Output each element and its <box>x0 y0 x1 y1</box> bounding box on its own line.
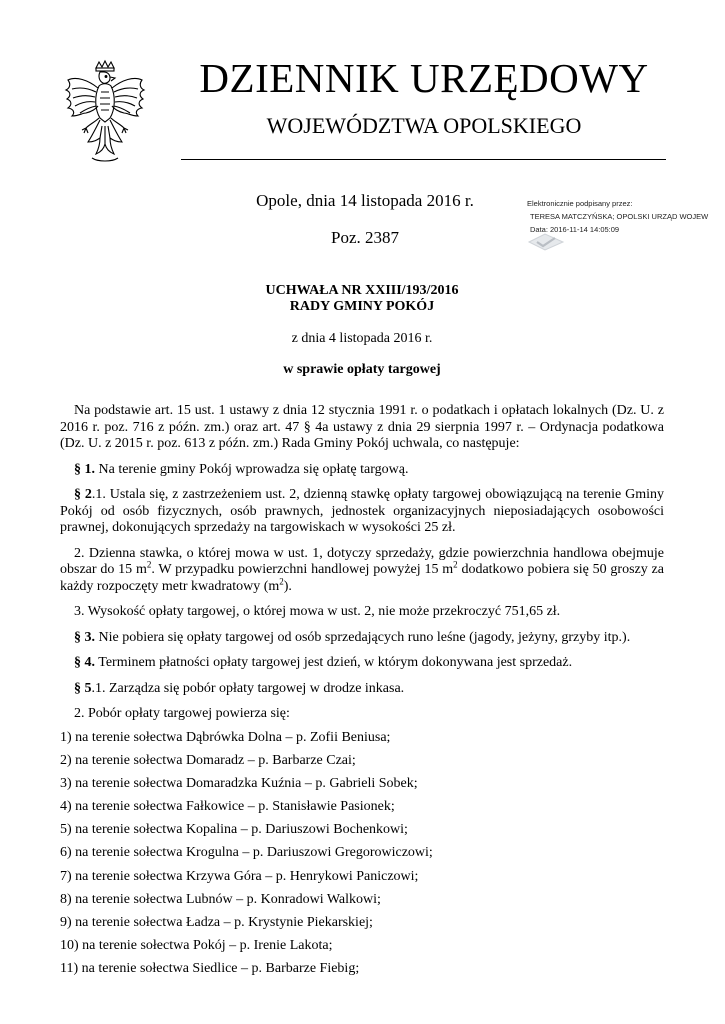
section-2-paragraph <box>60 487 664 537</box>
section-4-text: Terminem płatności opłaty targowej jest dzień, w którym dokonywana jest sprzedaż. <box>95 655 573 670</box>
list-item: 9) na terenie sołectwa Ładza – p. Krystynie Piekarskiej; <box>60 915 373 930</box>
list-item: 3) na terenie sołectwa Domaradzka Kuźnia – p. Gabrieli Sobek; <box>60 775 418 791</box>
section-2-point-2 <box>60 546 664 596</box>
superscript: 2 <box>279 575 284 586</box>
white-eagle-emblem-icon <box>62 58 148 170</box>
electronic-signature-block <box>527 197 723 236</box>
section-5-point-2: 2. Pobór opłaty targowej powierza się: <box>74 706 290 721</box>
signature-signer: TERESA MATCZYŃSKA; OPOLSKI URZĄD WOJEW <box>530 212 709 221</box>
section-2-point-3: 3. Wysokość opłaty targowej, o której mowa w ust. 2, nie może przekroczyć 751,65 zł. <box>74 604 561 619</box>
resolution-subject: w sprawie opłaty targowej <box>283 362 441 377</box>
section-5-text: .1. Zarządza się pobór opłaty targowej w drodze inkasa. <box>91 680 405 696</box>
section-2-point-2-text-b: . W przypadku powierzchni handlowej powyżej 15 m <box>151 562 454 577</box>
section-3-text: Nie pobiera się opłaty targowej od osób sprzedających runo leśne (jagody, jeżyny, grzyby itp.). <box>95 629 631 645</box>
section-5-label: § 5 <box>74 680 92 696</box>
resolution-date: z dnia 4 listopada 2016 r. <box>291 331 433 346</box>
list-item: 1) na terenie sołectwa Dąbrówka Dolna – p. Zofii Beniusa; <box>60 729 391 745</box>
section-4-label: § 4. <box>74 655 95 670</box>
publication-place-date: Opole, dnia 14 listopada 2016 r. <box>256 191 474 210</box>
position-number: Poz. 2387 <box>331 228 399 247</box>
section-5-paragraph <box>60 681 664 698</box>
section-4-paragraph <box>60 655 664 672</box>
list-item: 6) na terenie sołectwa Krogulna – p. Dariuszowi Gregorowiczowi; <box>60 845 433 861</box>
journal-subtitle: WOJEWÓDZTWA OPOLSKIEGO <box>266 113 582 138</box>
section-2-text: .1. Ustala się, z zastrzeżeniem ust. 2, dzienną stawkę opłaty targowej obowiązującą na terenie Gminy Pokój od osób fizycznych, osób prawnych, jednostek organizacyjnych nieposiadających osobowości prawnej, dokonujących sprzedaży na targowiskach w wysokości 25 zł. <box>60 487 664 535</box>
section-3-paragraph <box>60 630 664 647</box>
superscript: 2 <box>453 559 458 570</box>
section-1-text: Na terenie gminy Pokój wprowadza się opłatę targową. <box>95 461 409 477</box>
list-item: 8) na terenie sołectwa Lubnów – p. Konradowi Walkowi; <box>60 891 381 907</box>
collector-list <box>60 730 664 985</box>
section-1-label: § 1. <box>74 461 95 477</box>
header-divider <box>181 159 666 160</box>
list-item: 5) na terenie sołectwa Kopalina – p. Dariuszowi Bochenkowi; <box>60 822 408 838</box>
signature-checkmark-icon <box>527 232 565 252</box>
list-item: 7) na terenie sołectwa Krzywa Góra – p. Henrykowi Paniczowi; <box>60 868 419 884</box>
section-1-paragraph <box>60 462 664 479</box>
section-2-point-2-text-a: 2. Dzienna stawka, o której mowa w ust. 1, dotyczy sprzedaży, gdzie powierzchnia handlowa obejmuje obszar do 15 m <box>60 545 664 577</box>
journal-title: DZIENNIK URZĘDOWY <box>199 55 649 101</box>
resolution-body <box>60 403 664 985</box>
signature-date: Data: 2016-11-14 14:05:09 <box>530 225 620 234</box>
signature-caption: Elektronicznie podpisany przez: <box>527 199 633 208</box>
resolution-council: RADY GMINY POKÓJ <box>289 299 435 314</box>
list-item: 11) na terenie sołectwa Siedlice – p. Barbarze Fiebig; <box>60 961 360 977</box>
section-2-point-2-text-d: ). <box>283 578 292 594</box>
preamble-paragraph: Na podstawie art. 15 ust. 1 ustawy z dnia 12 stycznia 1991 r. o podatkach i opłatach lokalnych (Dz. U. z 2016 r. poz. 716 z późn. zm.) oraz art. 47 § 4a ustawy z dnia 29 sierpnia 1997 r. – Ordynacja podatkowa (Dz. U. z 2015 r. poz. 613 z późn. zm.) Rada Gminy Pokój uchwala, co następuje: <box>60 403 664 451</box>
section-2-point-2-text-c: dodatkowo pobiera się 50 groszy za każdy rozpoczęty metr kwadratowy (m <box>60 562 664 594</box>
section-3-label: § 3. <box>74 629 95 645</box>
section-2-label: § 2 <box>74 487 92 502</box>
resolution-number: UCHWAŁA NR XXIII/193/2016 <box>265 283 459 298</box>
list-item: 2) na terenie sołectwa Domaradz – p. Barbarze Czai; <box>60 752 356 768</box>
superscript: 2 <box>146 559 152 570</box>
list-item: 10) na terenie sołectwa Pokój – p. Irenie Lakota; <box>60 938 333 954</box>
list-item: 4) na terenie sołectwa Fałkowice – p. Stanisławie Pasionek; <box>60 799 395 815</box>
